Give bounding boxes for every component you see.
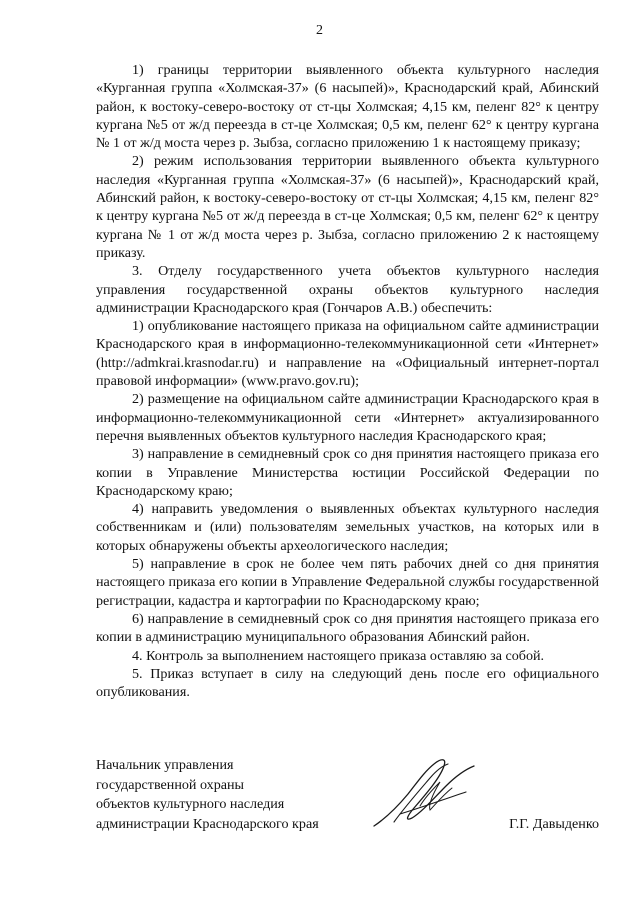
paragraph-2: 2) режим использования территории выявленного объекта культурного наследия «Курганная группа «Холмская-37» (6 насыпей)», Краснодарский край, Абинский район, к востоку-северо-востоку от ст-цы Холмская; 4,15 км, пеленг 82° к центру кургана №5 от ж/д переезда в ст-це Холмская; 0,5 км, пеленг 62° к центру кургана № 1 от ж/д моста через р. Зыбза, согласно приложению 2 к настоящему приказу. — [96, 153, 599, 261]
signature-block — [96, 756, 599, 856]
paragraph-1: 1) границы территории выявленного объекта культурного наследия «Курганная группа «Холмская-37» (6 насыпей)», Краснодарский край, Абинский район, к востоку-северо-востоку от ст-цы Холмская; 4,15 км, пеленг 82° к центру кургана №5 от ж/д переезда в ст-це Холмская; 0,5 км, пеленг 62° к центру кургана № 1 от ж/д моста через р. Зыбза, согласно приложению 1 к настоящему приказу; — [96, 62, 599, 152]
paragraph-4: 1) опубликование настоящего приказа на официальном сайте администрации Краснодарского края в информационно-телекоммуникационной сети «Интернет» (http://admkrai.krasnodar.ru) и направление на «Официальный интернет-портал правовой информации» (www.pravo.gov.ru); — [96, 318, 599, 390]
paragraph-5: 2) размещение на официальном сайте администрации Краснодарского края в информационно-телекоммуникационной сети «Интернет» актуализированного перечня выявленных объектов культурного наследия Краснодарского края; — [96, 391, 599, 444]
handwritten-signature — [364, 748, 484, 838]
paragraph-7: 4) направить уведомления о выявленных объектах культурного наследия собственникам и (или) пользователям земельных участков, на которых или в которых обнаружены объекты археологического наследия; — [96, 501, 599, 554]
signatory-title-line: объектов культурного наследия — [96, 796, 285, 813]
signatory-title-line: Начальник управления — [96, 757, 234, 773]
page-number: 2 — [316, 23, 323, 38]
signatory-title-line: государственной охраны — [96, 776, 245, 793]
paragraph-9: 6) направление в семидневный срок со дня принятия настоящего приказа его копии в администрацию муниципального образования Абинский район. — [96, 610, 599, 646]
document-body — [96, 61, 599, 701]
signatory-name: Г.Г. Давыденко — [509, 816, 599, 832]
paragraph-3: 3. Отделу государственного учета объектов культурного наследия управления государственной охраны объектов культурного наследия администрации Краснодарского края (Гончаров А.В.) обеспечить: — [96, 263, 599, 316]
paragraph-8: 5) направление в срок не более чем пять рабочих дней со дня принятия настоящего приказа его копии в Управление Федеральной службы государственной регистрации, кадастра и картографии по Краснодарскому краю; — [96, 556, 599, 609]
signatory-title — [96, 756, 319, 834]
signatory-title-line: администрации Краснодарского края — [96, 815, 319, 832]
paragraph-11: 5. Приказ вступает в силу на следующий день после его официального опубликования. — [96, 665, 599, 701]
paragraph-10: 4. Контроль за выполнением настоящего приказа оставляю за собой. — [132, 647, 545, 664]
paragraph-6: 3) направление в семидневный срок со дня принятия настоящего приказа его копии в Управление Министерства юстиции Российской Федерации по Краснодарскому краю; — [96, 446, 599, 499]
